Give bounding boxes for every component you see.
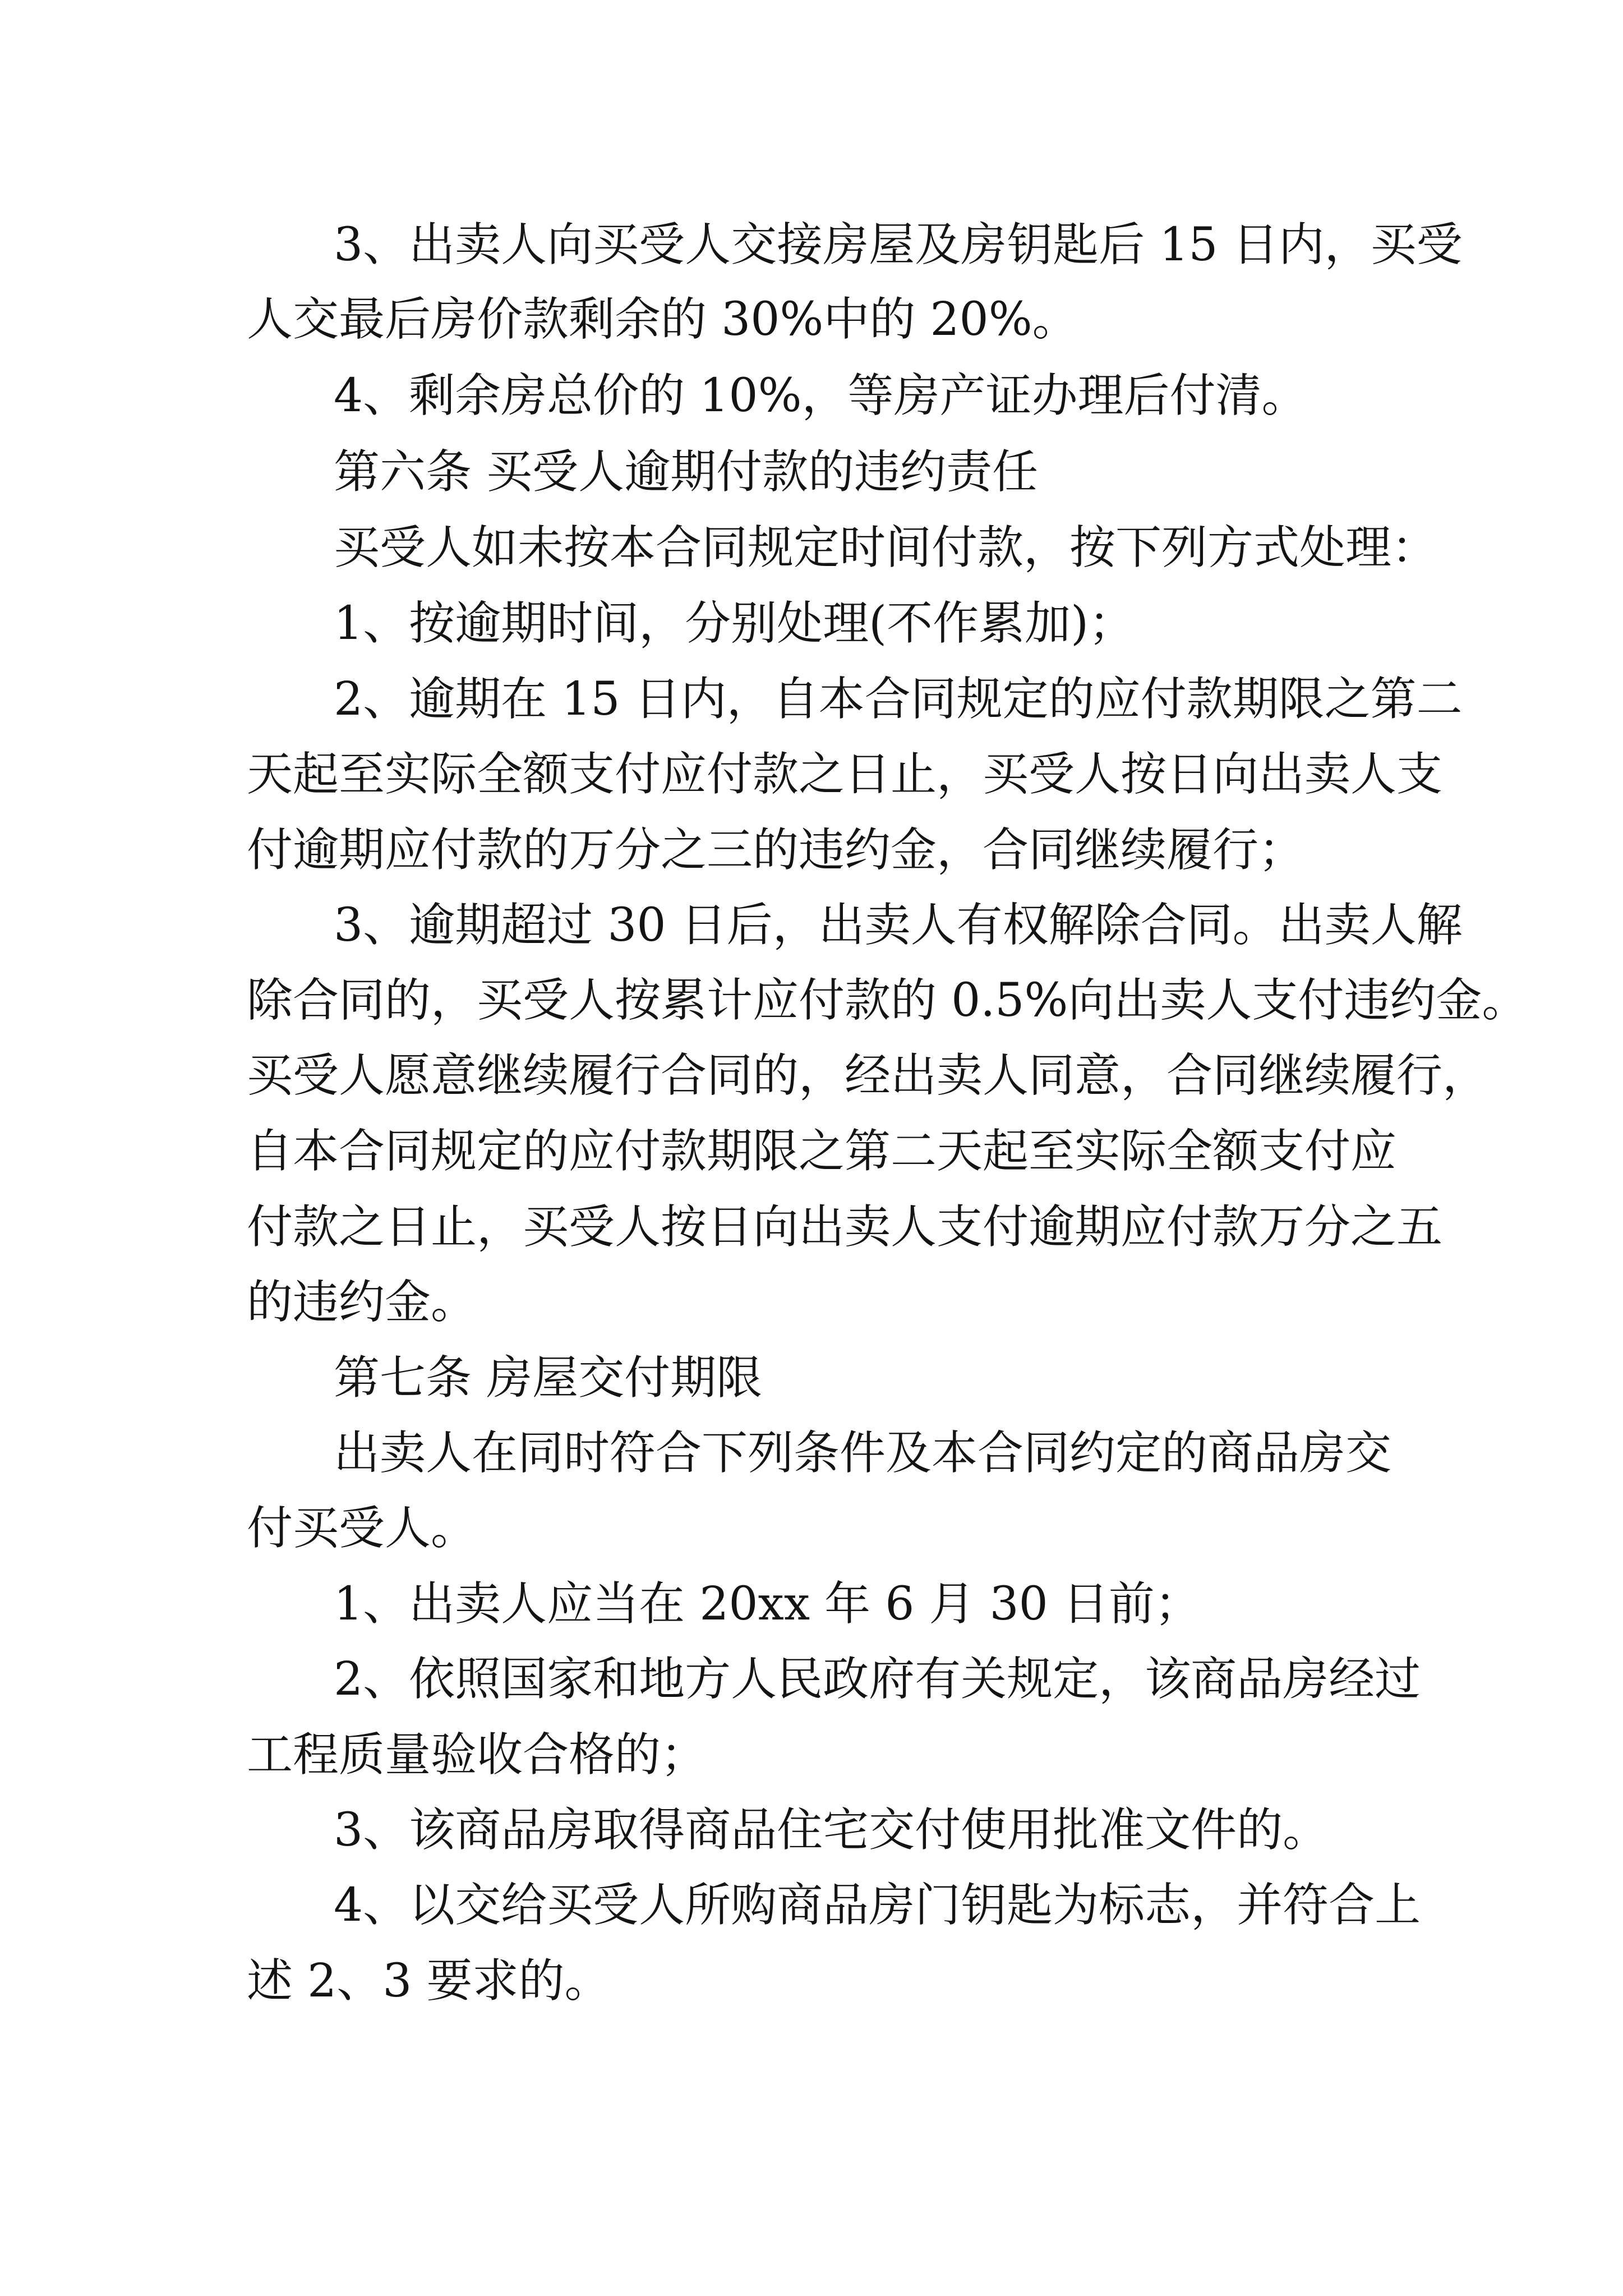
paragraph-line [0, 357, 1623, 435]
paragraph-line [0, 585, 1623, 663]
line-text: 2、逾期在 15 日内，自本合同规定的应付款期限之第二 [334, 673, 1463, 726]
line-text: 的违约金。 [247, 1276, 477, 1329]
paragraph-line [0, 1791, 1623, 1870]
line-text: 3、出卖人向买受人交接房屋及房钥匙后 15 日内，买受 [334, 218, 1463, 272]
line-text: 付款之日止，买受人按日向出卖人支付逾期应付款万分之五 [247, 1200, 1443, 1254]
paragraph-line [0, 735, 1623, 814]
paragraph-line [0, 1942, 1623, 2021]
line-text: 2、依照国家和地方人民政府有关规定，该商品房经过 [334, 1653, 1421, 1706]
line-text: 付买受人。 [247, 1502, 477, 1555]
paragraph-line [0, 961, 1623, 1040]
line-text: 出卖人在同时符合下列条件及本合同约定的商品房交 [334, 1427, 1392, 1480]
paragraph-line [0, 1640, 1623, 1719]
line-text: 付逾期应付款的万分之三的违约金，合同继续履行； [247, 823, 1305, 877]
line-text: 人交最后房价款剩余的 30%中的 20%。 [247, 293, 1078, 346]
line-text: 天起至实际全额支付应付款之日止，买受人按日向出卖人支 [247, 748, 1443, 801]
line-text: 1、出卖人应当在 20xx 年 6 月 30 日前； [334, 1577, 1201, 1631]
line-text: 3、该商品房取得商品住宅交付使用批准文件的。 [334, 1803, 1329, 1857]
section-heading [0, 433, 1623, 512]
section-heading [0, 1339, 1623, 1418]
paragraph-line [0, 660, 1623, 739]
line-text: 4、以交给买受人所购商品房门钥匙为标志，并符合上 [334, 1879, 1421, 1932]
paragraph-line [0, 509, 1623, 587]
line-text: 4、剩余房总价的 10%，等房产证办理后付清。 [334, 369, 1308, 422]
line-text: 除合同的，买受人按累计应付款的 0.5%向出卖人支付违约金。 [247, 974, 1528, 1027]
paragraph-line [0, 1489, 1623, 1568]
paragraph-line [0, 1716, 1623, 1795]
paragraph-line [0, 1414, 1623, 1493]
paragraph-line [0, 1866, 1623, 1945]
paragraph-line [0, 1112, 1623, 1191]
paragraph-line [0, 811, 1623, 890]
line-text: 1、按逾期时间，分别处理(不作累加)； [334, 597, 1135, 650]
paragraph-line [0, 1565, 1623, 1644]
line-text: 述 2、3 要求的。 [247, 1954, 611, 2008]
line-text: 买受人如未按本合同规定时间付款，按下列方式处理： [334, 521, 1438, 574]
paragraph-line [0, 206, 1623, 284]
paragraph-line [0, 1263, 1623, 1342]
paragraph-line [0, 280, 1623, 359]
paragraph-line [0, 1188, 1623, 1267]
paragraph-line [0, 1037, 1623, 1115]
line-text: 第七条 房屋交付期限 [334, 1351, 763, 1405]
line-text: 第六条 买受人逾期付款的违约责任 [334, 445, 1039, 499]
paragraph-line [0, 886, 1623, 965]
line-text: 买受人愿意继续履行合同的，经出卖人同意，合同继续履行， [247, 1049, 1489, 1102]
line-text: 工程质量验收合格的； [247, 1728, 707, 1782]
line-text: 自本合同规定的应付款期限之第二天起至实际全额支付应 [247, 1125, 1397, 1178]
line-text: 3、逾期超过 30 日后，出卖人有权解除合同。出卖人解 [334, 899, 1463, 952]
